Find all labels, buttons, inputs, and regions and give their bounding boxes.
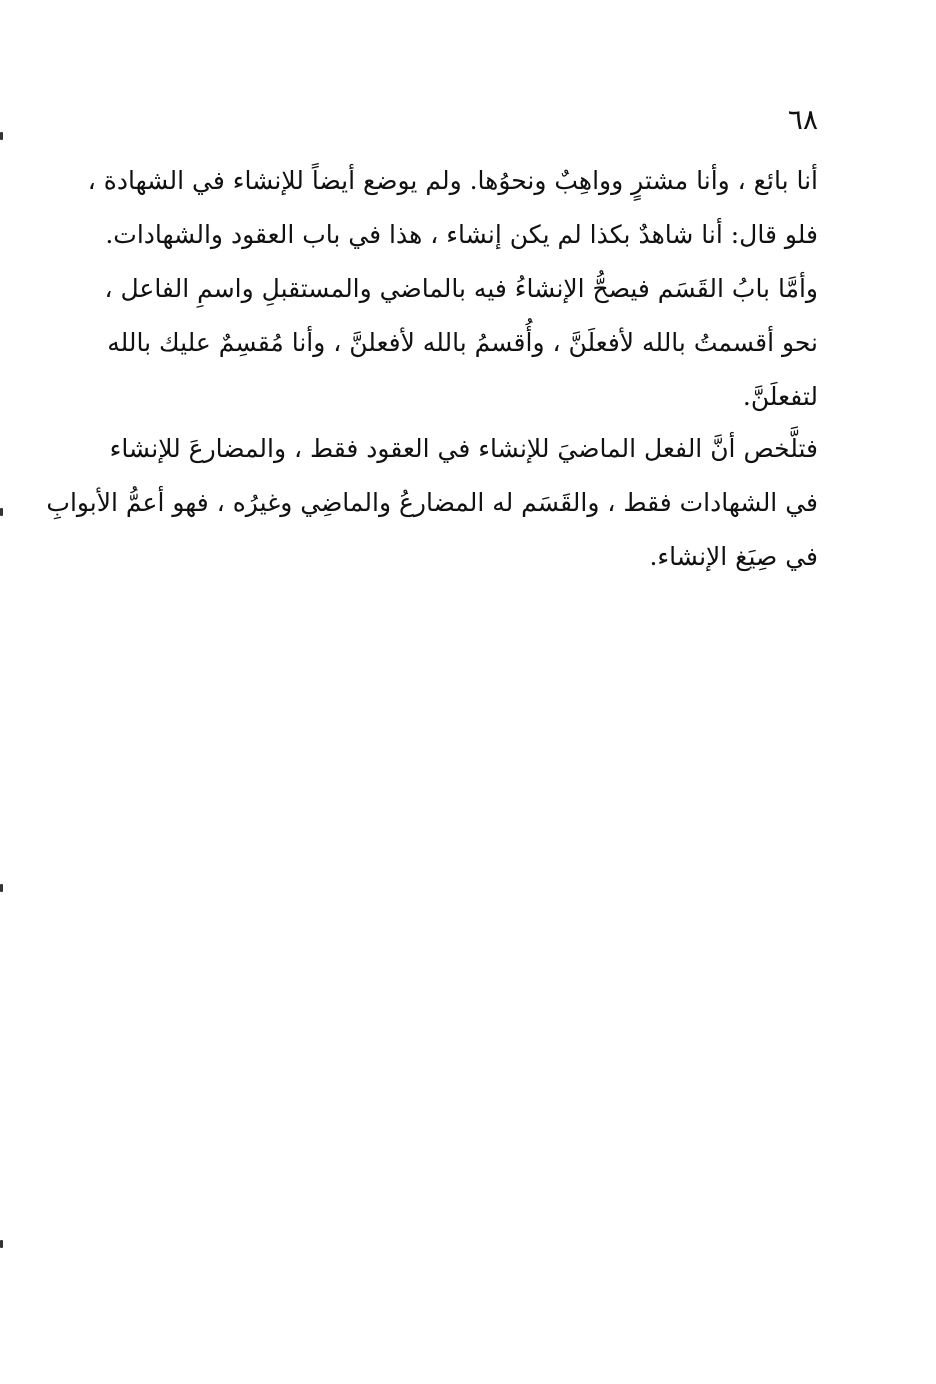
paragraph-2 — [70, 262, 818, 424]
scan-edge-mark — [0, 1240, 3, 1248]
paragraph-1-line-1: أنا بائع ، وأنا مشترٍ وواهِبٌ ونحوُها. ولم يوضع أيضاً للإنشاء في الشهادة ، — [87, 166, 818, 195]
scan-edge-mark — [0, 132, 3, 140]
paragraph-3-line-1: فتلَّخص أنَّ الفعل الماضيَ للإنشاء في العقود فقط ، والمضارعَ للإنشاء — [109, 434, 818, 463]
scan-edge-mark — [0, 508, 3, 516]
page-number: ٦٨ — [787, 103, 818, 136]
paragraph-3-line-2: في الشهادات فقط ، والقَسَم له المضارعُ والماضِي وغيرُه ، فهو أعمُّ الأبوابِ — [46, 488, 818, 517]
scan-edge-mark — [0, 884, 3, 892]
paragraph-1-line-2: فلو قال: أنا شاهدٌ بكذا لم يكن إنشاء ، هذا في باب العقود والشهادات. — [105, 220, 818, 249]
paragraph-1 — [70, 154, 818, 262]
paragraph-3-line-3: في صِيَغ الإنشاء. — [649, 542, 818, 571]
paragraph-2-line-1: وأمَّا بابُ القَسَم فيصحُّ الإنشاءُ فيه بالماضي والمستقبلِ واسمِ الفاعل ، — [104, 274, 818, 303]
paragraph-2-line-2: نحو أقسمتُ بالله لأفعلَنَّ ، وأُقسمُ بالله لأفعلنَّ ، وأنا مُقسِمٌ عليك بالله — [107, 328, 818, 357]
paragraph-3 — [46, 422, 818, 584]
paragraph-2-line-3: لتفعلَنَّ. — [742, 382, 818, 411]
